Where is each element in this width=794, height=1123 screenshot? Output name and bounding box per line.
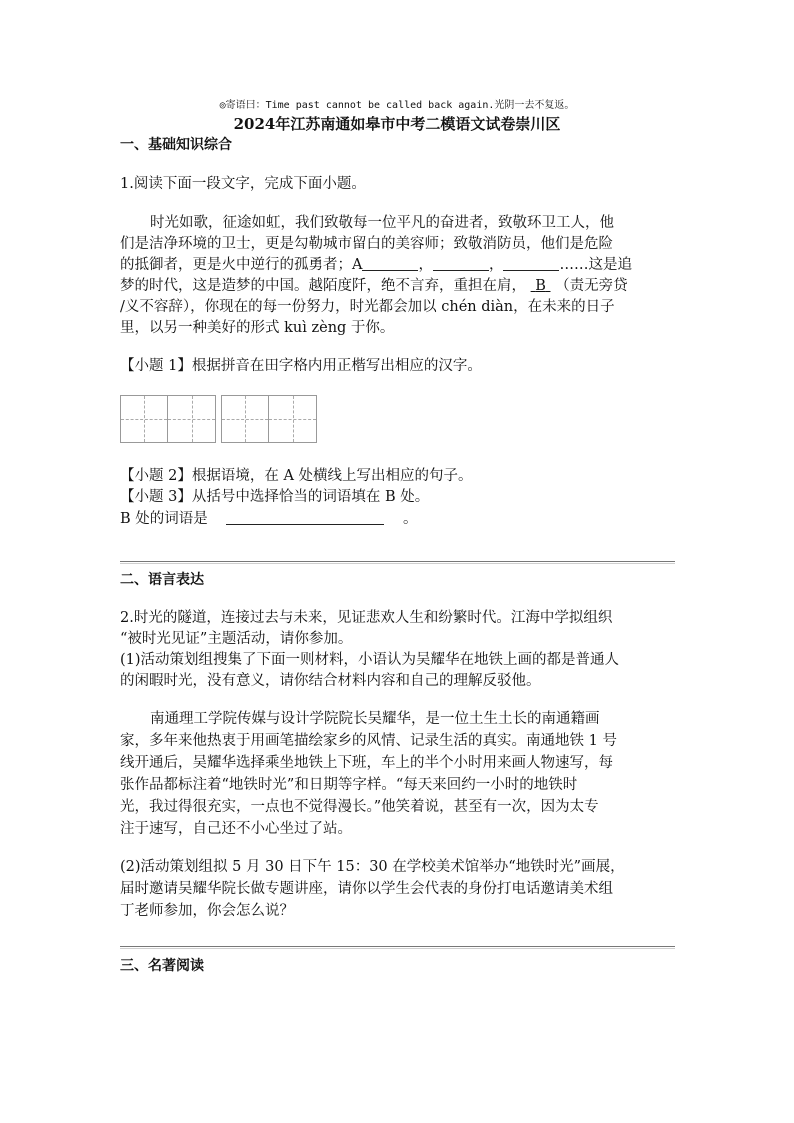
question-2-line: 的闲暇时光，没有意义，请你结合材料内容和自己的理解反驳他。	[120, 673, 541, 689]
passage-line: 时光如歌，征途如虹，我们致敬每一位平凡的奋进者，致敬环卫工人，他	[150, 215, 614, 231]
tianzige-cell[interactable]	[120, 395, 168, 443]
material-line: 南通理工学院传媒与设计学院院长吴耀华，是一位土生土长的南通籍画	[150, 711, 600, 727]
passage-line: 里，以另一种美好的形式 kuì zèng 于你。	[120, 320, 395, 336]
question-1-intro: 1.阅读下面一段文字，完成下面小题。	[120, 176, 366, 192]
question-2-line: “被时光见证”主题活动，请你参加。	[120, 631, 353, 647]
passage-text: （责无旁贷	[555, 278, 628, 294]
material-line: 线开通后，吴耀华选择乘坐地铁上下班，车上的半个小时用来画人物速写，每	[120, 755, 613, 771]
passage-text: 梦的时代，这是造梦的中国。越陌度阡，绝不言弃，重担在肩，	[120, 278, 526, 294]
tianzige-cell[interactable]	[168, 395, 216, 443]
material-line: 家，多年来他热衷于用画笔描绘家乡的风情、记录生活的真实。南通地铁 1 号	[120, 733, 617, 749]
subquestion-2: 【小题 2】根据语境，在 A 处横线上写出相应的句子。	[120, 468, 473, 484]
section-divider	[120, 561, 675, 564]
passage-line	[120, 276, 628, 298]
passage-line: /义不容辞），你现在的每一份努力，时光都会加以 chén diàn，在未来的日子	[120, 299, 615, 315]
passage-line: 的抵御者，更是火中逆行的孤勇者；A ， ， ……这是追	[120, 257, 632, 273]
question-2-2-line: 届时邀请吴耀华院长做专题讲座，请你以学生会代表的身份打电话邀请美术组	[120, 881, 613, 897]
question-2-line: 2.时光的隧道，连接过去与未来，见证悲欢人生和纷繁时代。江海中学拟组织	[120, 610, 613, 626]
blank-a-3[interactable]	[503, 256, 559, 271]
subquestion-1: 【小题 1】根据拼音在田字格内用正楷写出相应的汉字。	[120, 358, 482, 374]
blank-a-2[interactable]	[433, 256, 489, 271]
passage-line: 们是洁净环境的卫士，更是勾勒城市留白的美容师；致敬消防员，他们是危险	[120, 236, 613, 252]
material-line: 注于速写，自己还不小心坐过了站。	[120, 821, 352, 837]
page-title: 2024年江苏南通如皋市中考二模语文试卷崇川区	[233, 115, 561, 133]
answer-b-end: 。	[402, 511, 418, 527]
tianzige-cell[interactable]	[221, 395, 269, 443]
material-line: 张作品都标注着“地铁时光”和日期等字样。“每天来回约一小时的地铁时	[120, 777, 578, 793]
section-heading-2: 二、语言表达	[120, 572, 204, 588]
section-heading-3: 三、名著阅读	[120, 958, 204, 974]
question-2-2-line: 丁老师参加，你会怎么说？	[120, 903, 294, 919]
answer-b-blank[interactable]	[226, 510, 384, 525]
blank-b-marker: B	[535, 278, 546, 294]
question-2-line: (1)活动策划组搜集了下面一则材料，小语认为吴耀华在地铁上画的都是普通人	[120, 652, 620, 668]
blank-a-1[interactable]	[362, 256, 418, 271]
passage-text: 的抵御者，更是火中逆行的孤勇者；A	[120, 257, 363, 273]
passage-text: ……这是追	[559, 257, 632, 273]
answer-b-label: B 处的词语是	[120, 511, 208, 527]
motto-line: ◎寄语曰：Time past cannot be called back again.光阴一去不复返。	[219, 100, 575, 111]
material-line: 光，我过得很充实，一点也不觉得漫长。”他笑着说，甚至有一次，因为太专	[120, 799, 599, 815]
tianzige-grid-2[interactable]	[221, 395, 317, 443]
section-divider	[120, 946, 675, 949]
question-2-2-line: (2)活动策划组拟 5 月 30 日下午 15：30 在学校美术馆举办“地铁时光”画展，	[120, 859, 625, 875]
answer-b-line	[120, 509, 417, 531]
section-heading-1: 一、基础知识综合	[120, 137, 232, 153]
tianzige-grid-1[interactable]	[120, 395, 216, 443]
subquestion-3: 【小题 3】从括号中选择恰当的词语填在 B 处。	[120, 489, 430, 505]
tianzige-cell[interactable]	[269, 395, 317, 443]
